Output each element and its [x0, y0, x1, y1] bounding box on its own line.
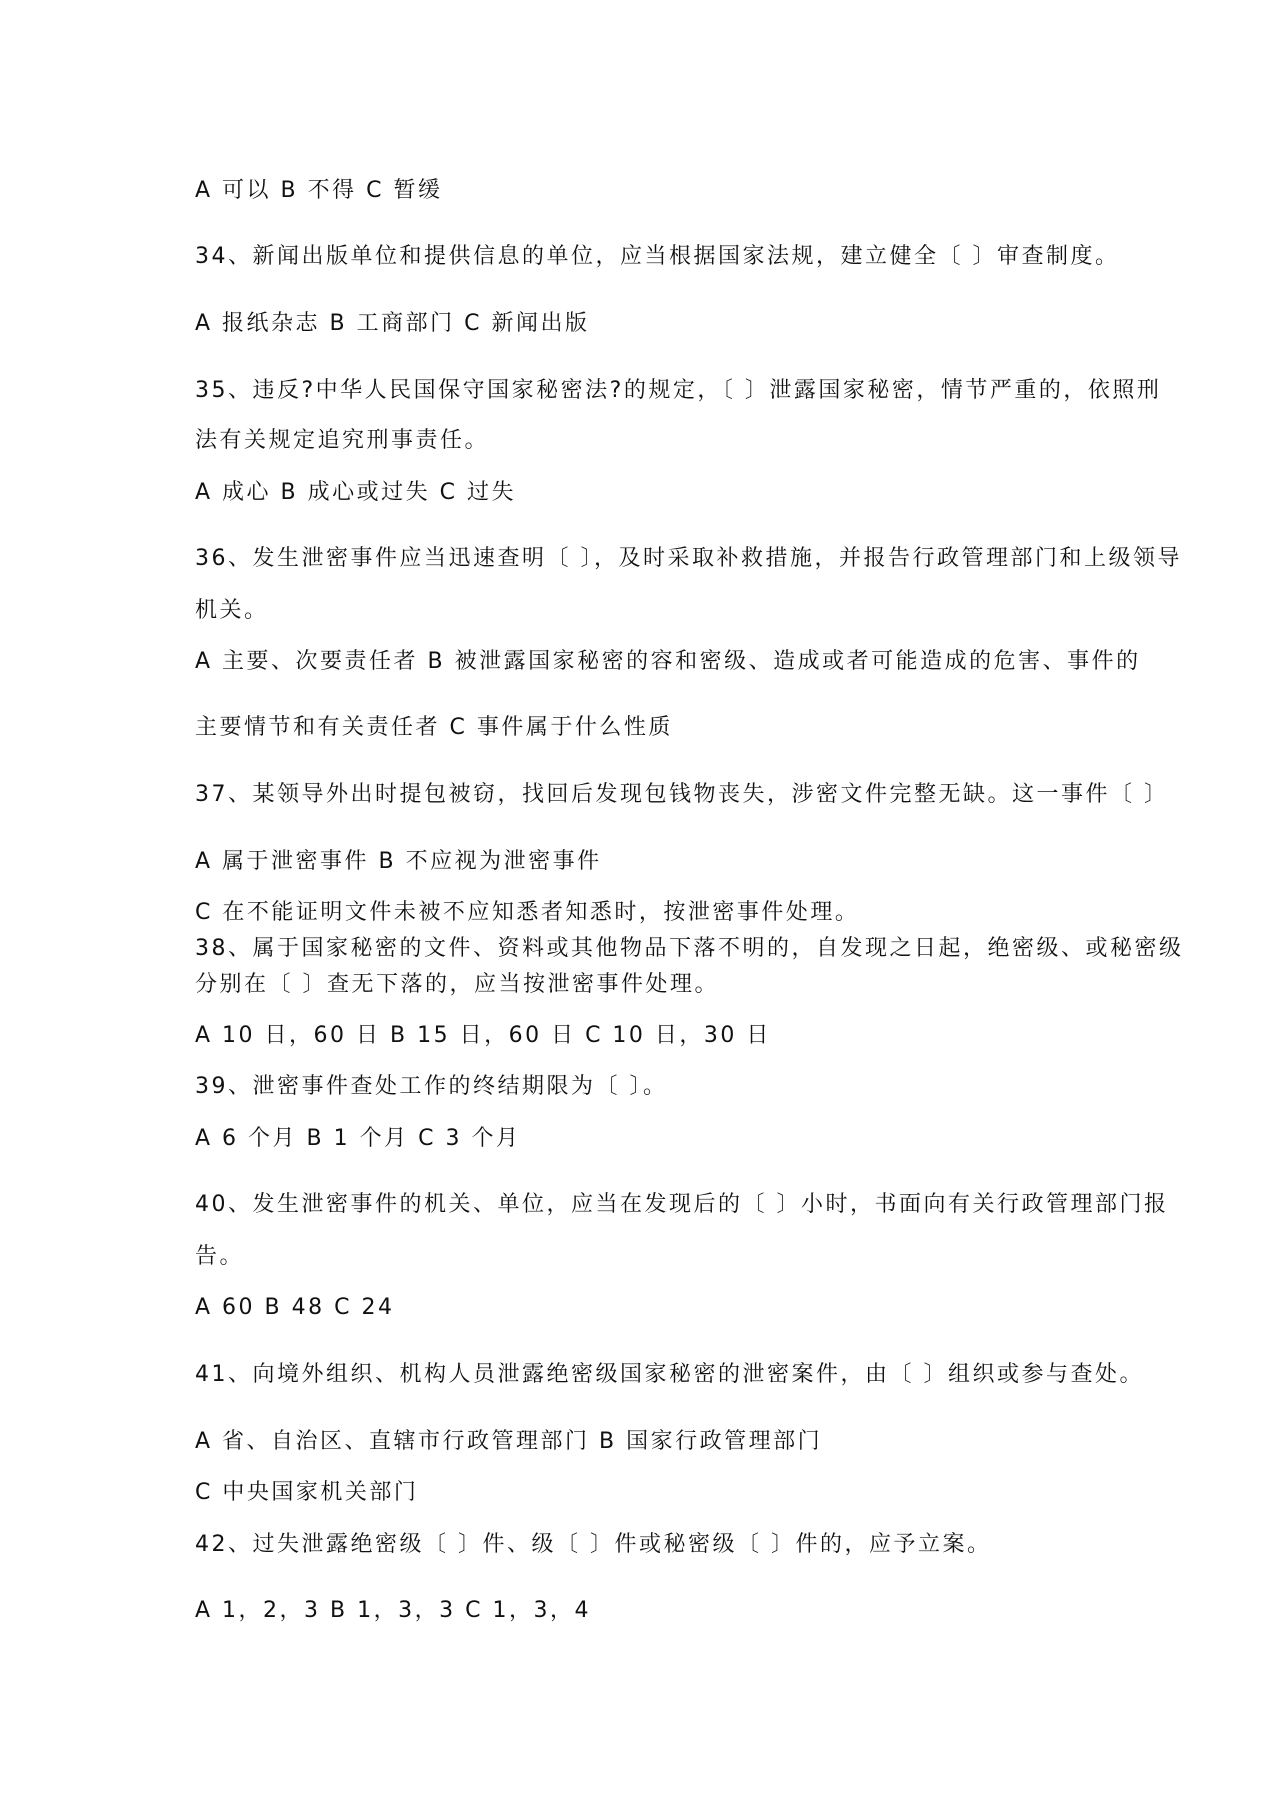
answer-options-41-line-2: C 中央国家机关部门	[195, 1480, 419, 1505]
question-36-line-1: 36、发生泄密事件应当迅速查明〔 〕，及时采取补救措施，并报告行政管理部门和上级领导	[195, 546, 1182, 571]
question-34: 34、新闻出版单位和提供信息的单位，应当根据国家法规，建立健全〔 〕审查制度。	[195, 244, 1120, 269]
question-38-line-1: 38、属于国家秘密的文件、资料或其他物品下落不明的，自发现之日起，绝密级、或秘密级	[195, 936, 1184, 961]
answer-options-42: A 1，2，3 B 1，3，3 C 1，3，4	[195, 1598, 591, 1623]
question-35-line-1: 35、违反?中华人民国保守国家秘密法?的规定，〔 〕泄露国家秘密，情节严重的，依照刑	[195, 378, 1162, 403]
answer-options-33: A 可以 B 不得 C 暂缓	[195, 178, 443, 203]
answer-options-35: A 成心 B 成心或过失 C 过失	[195, 480, 516, 505]
question-42: 42、过失泄露绝密级〔 〕件、级〔 〕件或秘密级〔 〕件的，应予立案。	[195, 1532, 992, 1557]
answer-options-34: A 报纸杂志 B 工商部门 C 新闻出版	[195, 311, 590, 336]
answer-options-40: A 60 B 48 C 24	[195, 1295, 395, 1320]
question-39: 39、泄密事件查处工作的终结期限为〔 〕。	[195, 1074, 668, 1099]
answer-options-37-line-2: C 在不能证明文件未被不应知悉者知悉时，按泄密事件处理。	[195, 900, 860, 925]
question-41: 41、向境外组织、机构人员泄露绝密级国家秘密的泄密案件，由〔 〕组织或参与查处。	[195, 1362, 1144, 1387]
answer-options-39: A 6 个月 B 1 个月 C 3 个月	[195, 1126, 521, 1151]
question-38-line-2: 分别在〔 〕查无下落的，应当按泄密事件处理。	[195, 972, 719, 997]
question-35-line-2: 法有关规定追究刑事责任。	[195, 428, 490, 453]
question-40-line-2: 告。	[195, 1244, 245, 1269]
question-37: 37、某领导外出时提包被窃，找回后发现包钱物丧失，涉密文件完整无缺。这一事件〔 〕	[195, 782, 1169, 807]
answer-options-38: A 10 日，60 日 B 15 日，60 日 C 10 日，30 日	[195, 1023, 771, 1048]
answer-options-36-line-2: 主要情节和有关责任者 C 事件属于什么性质	[195, 715, 673, 740]
answer-options-36-line-1: A 主要、次要责任者 B 被泄露国家秘密的容和密级、造成或者可能造成的危害、事件的	[195, 649, 1141, 674]
question-40-line-1: 40、发生泄密事件的机关、单位，应当在发现后的〔 〕小时，书面向有关行政管理部门报	[195, 1192, 1169, 1217]
answer-options-41-line-1: A 省、自治区、直辖市行政管理部门 B 国家行政管理部门	[195, 1429, 823, 1454]
answer-options-37-line-1: A 属于泄密事件 B 不应视为泄密事件	[195, 849, 602, 874]
question-36-line-2: 机关。	[195, 598, 269, 623]
